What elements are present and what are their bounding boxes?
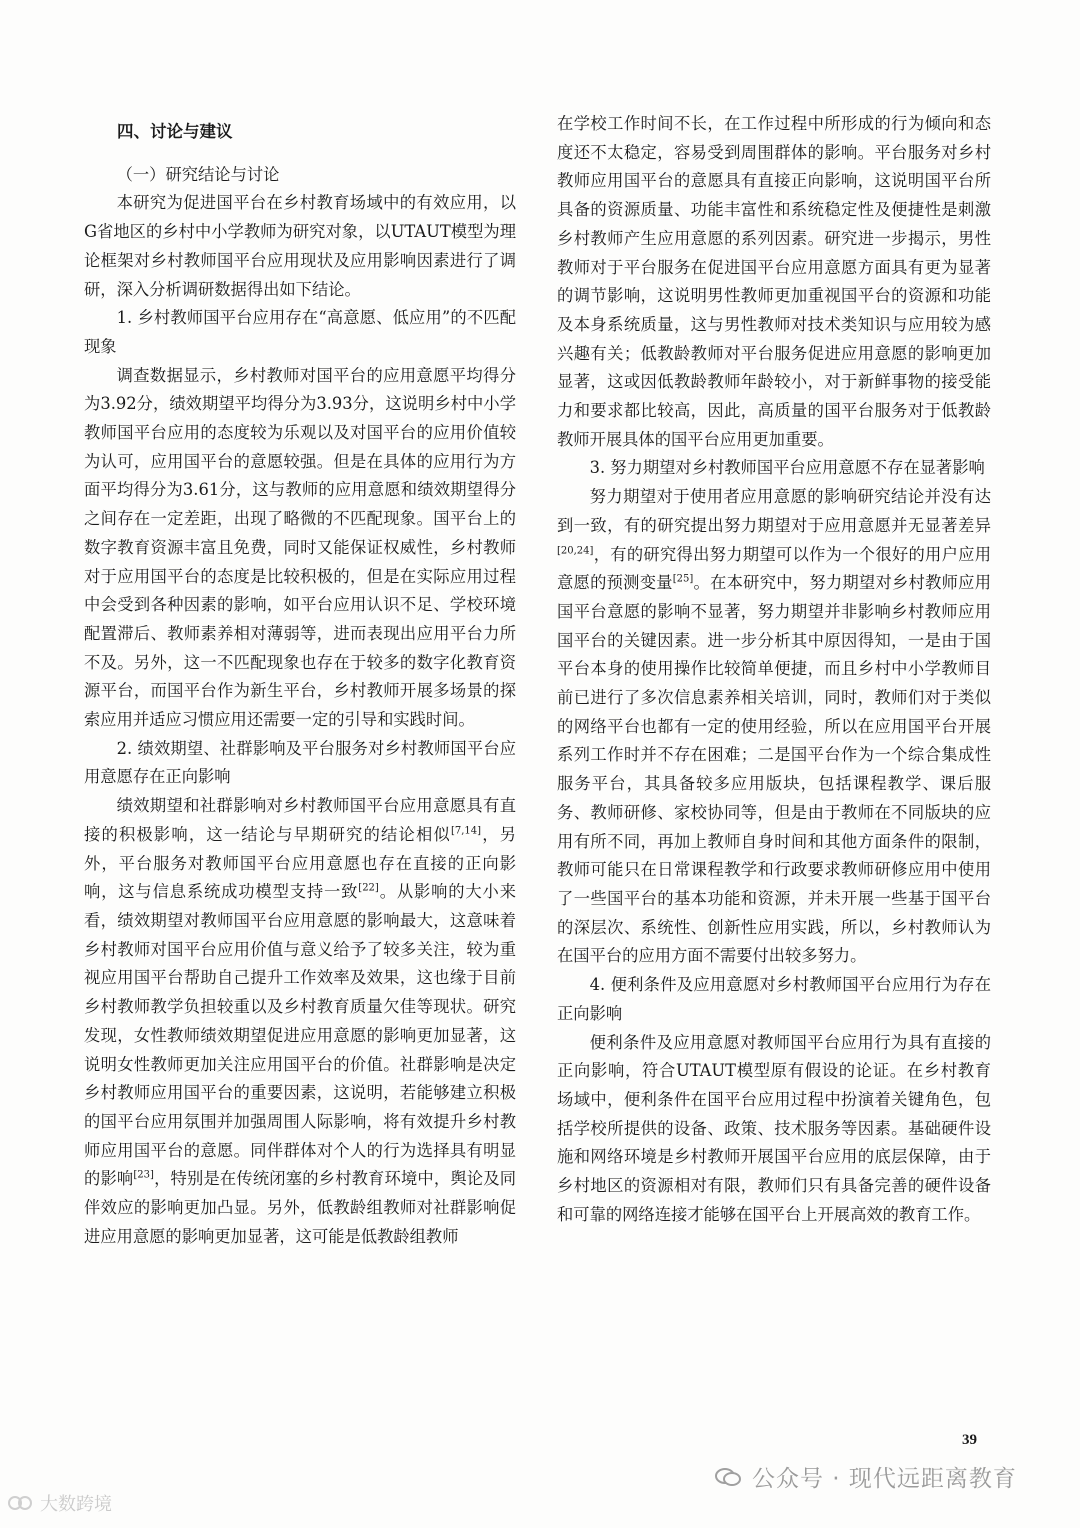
- watermark-right-text: 公众号 · 现代远距离教育: [752, 1466, 1017, 1492]
- citation-ref: [20,24]: [557, 545, 594, 557]
- watermark-left: [6, 1490, 112, 1516]
- watermark-right: [714, 1460, 1017, 1493]
- conclusion-2-heading: 2. 绩效期望、社群影响及平台服务对乡村教师国平台应用意愿存在正向影响: [84, 738, 516, 787]
- text-run: ，特别是在传统闭塞的乡村教育环境中，舆论及同伴效应的影响更加凸显。另外，低教龄组教师对社群影响促进应用意愿的影响更加显著，这可能是低教龄组教师: [84, 1169, 516, 1246]
- citation-ref: [25]: [672, 573, 694, 585]
- text-run: ，有的研究得出努力期望可以作为一个很好的用户应用意愿的预测变量: [557, 544, 991, 593]
- conclusion-4-heading: 4. 便利条件及应用意愿对乡村教师国平台应用行为存在正向影响: [557, 975, 991, 1023]
- conclusion-1-body: 调查数据显示，乡村教师对国平台的应用意愿平均得分为3.92分，绩效期望平均得分为3.93分，这说明乡村中小学教师国平台应用的态度较为乐观以及对国平台的应用价值较为认可，应用国平台的意愿较强。但是在具体的应用行为方面平均得分为3.61分，这与教师的应用意愿和绩效期望得分之间存在一定差距，出现了略微的不匹配现象。国平台上的数字教育资源丰富且免费，同时又能保证权威性，乡村教师对于应用国平台的态度是比较积极的，但是在实际应用过程中会受到各种因素的影响，如平台应用认识不足、学校环境配置滞后、教师素养相对薄弱等，进而表现出应用平台力所不及。另外，这一不匹配现象也存在于较多的数字化教育资源平台，而国平台作为新生平台，乡村教师开展多场景的探索应用并适应习惯应用还需要一定的引导和实践时间。: [84, 365, 516, 730]
- citation-ref: [7,14]: [450, 825, 482, 837]
- text-run: 。从影响的大小来看，绩效期望对教师国平台应用意愿的影响最大，这意味着乡村教师对国平台应用价值与意义给予了较多关注，较为重视应用国平台帮助自己提升工作效率及效果，这也缘于目前乡村教师教学负担较重以及乡村教育质量欠佳等现状。研究发现，女性教师绩效期望促进应用意愿的影响更加显著，这说明女性教师更加关注应用国平台的价值。社群影响是决定乡村教师应用国平台的重要因素，这说明，若能够建立积极的国平台应用氛围并加强周围人际影响，将有效提升乡村教师应用国平台的意愿。同伴群体对个人的行为选择具有明显的影响: [84, 882, 516, 1189]
- watermark-left-text: 大数跨境: [40, 1494, 112, 1515]
- conclusion-2-body: [84, 792, 516, 1251]
- text-run: 绩效期望和社群影响对乡村教师国平台应用意愿具有直接的积极影响，这一结论与早期研究的结论相似: [84, 796, 516, 844]
- text-run: ，另外，平台服务对教师国平台应用意愿也存在直接的正向影响，这与信息系统成功模型支持一致: [84, 824, 516, 902]
- right-column: [557, 110, 991, 1229]
- conclusion-3-heading: 3. 努力期望对乡村教师国平台应用意愿不存在显著影响: [589, 458, 985, 478]
- intro-paragraph: 本研究为促进国平台在乡村教育场域中的有效应用，以G省地区的乡村中小学教师为研究对象，以UTAUT模型为理论框架对乡村教师国平台应用现状及应用影响因素进行了调研，深入分析调研数据得出如下结论。: [84, 193, 516, 299]
- conclusion-2-continued: 在学校工作时间不长，在工作过程中所形成的行为倾向和态度还不太稳定，容易受到周围群体的影响。平台服务对乡村教师应用国平台的意愿具有直接正向影响，这说明国平台所具备的资源质量、功能丰富性和系统稳定性及便捷性是刺激乡村教师产生应用意愿的系列因素。研究进一步揭示，男性教师对于平台服务在促进国平台应用意愿方面具有更为显著的调节影响，这说明男性教师更加重视国平台的资源和功能及本身系统质量，这与男性教师对技术类知识与应用较为感兴趣有关；低教龄教师对平台服务促进应用意愿的影响更加显著，这或因低教龄教师年龄较小，对于新鲜事物的接受能力和要求都比较高，因此，高质量的国平台服务对于低教龄教师开展具体的国平台应用更加重要。: [557, 114, 991, 449]
- conclusion-4-body: 便利条件及应用意愿对教师国平台应用行为具有直接的正向影响，符合UTAUT模型原有假设的论证。在乡村教育场域中，便利条件在国平台应用过程中扮演着关键角色，包括学校所提供的设备、政策、技术服务等因素。基础硬件设施和网络环境是乡村教师开展国平台应用的底层保障，由于乡村地区的资源相对有限，教师们只有具备完善的硬件设备和可靠的网络连接才能够在国平台上开展高效的教育工作。: [557, 1032, 991, 1224]
- text-run: 。在本研究中，努力期望对乡村教师应用国平台意愿的影响不显著，努力期望并非影响乡村教师应用国平台的关键因素。进一步分析其中原因得知，一是由于国平台本身的使用操作比较简单便捷，而且乡村中小学教师目前已进行了多次信息素养相关培训，同时，教师们对于类似的网络平台也都有一定的使用经验，所以在应用国平台开展系列工作时并不存在困难；二是国平台作为一个综合集成性服务平台，其具备较多应用版块，包括课程教学、课后服务、教师研修、家校协同等，但是由于教师在不同版块的应用有所不同，再加上教师自身时间和其他方面条件的限制，教师可能只在日常课程教学和行政要求教师研修应用中使用了一些国平台的基本功能和资源，并未开展一些基于国平台的深层次、系统性、创新性应用实践，所以，乡村教师认为在国平台的应用方面不需要付出较多努力。: [557, 573, 991, 966]
- citation-ref: [23]: [133, 1169, 154, 1181]
- link-icon: [6, 1492, 34, 1514]
- conclusion-1-heading: 1. 乡村教师国平台应用存在“高意愿、低应用”的不匹配现象: [84, 308, 516, 356]
- citation-ref: [22]: [358, 882, 379, 894]
- conclusion-3-body: [557, 483, 991, 971]
- page-number: 39: [962, 1432, 977, 1448]
- left-column: [84, 110, 516, 1251]
- subsection-heading: （一）研究结论与讨论: [116, 164, 280, 184]
- wechat-icon: [714, 1466, 742, 1488]
- text-run: 努力期望对于使用者应用意愿的影响研究结论并没有达到一致，有的研究提出努力期望对于应用意愿并无显著差异: [557, 487, 991, 535]
- section-heading: 四、讨论与建议: [117, 122, 233, 141]
